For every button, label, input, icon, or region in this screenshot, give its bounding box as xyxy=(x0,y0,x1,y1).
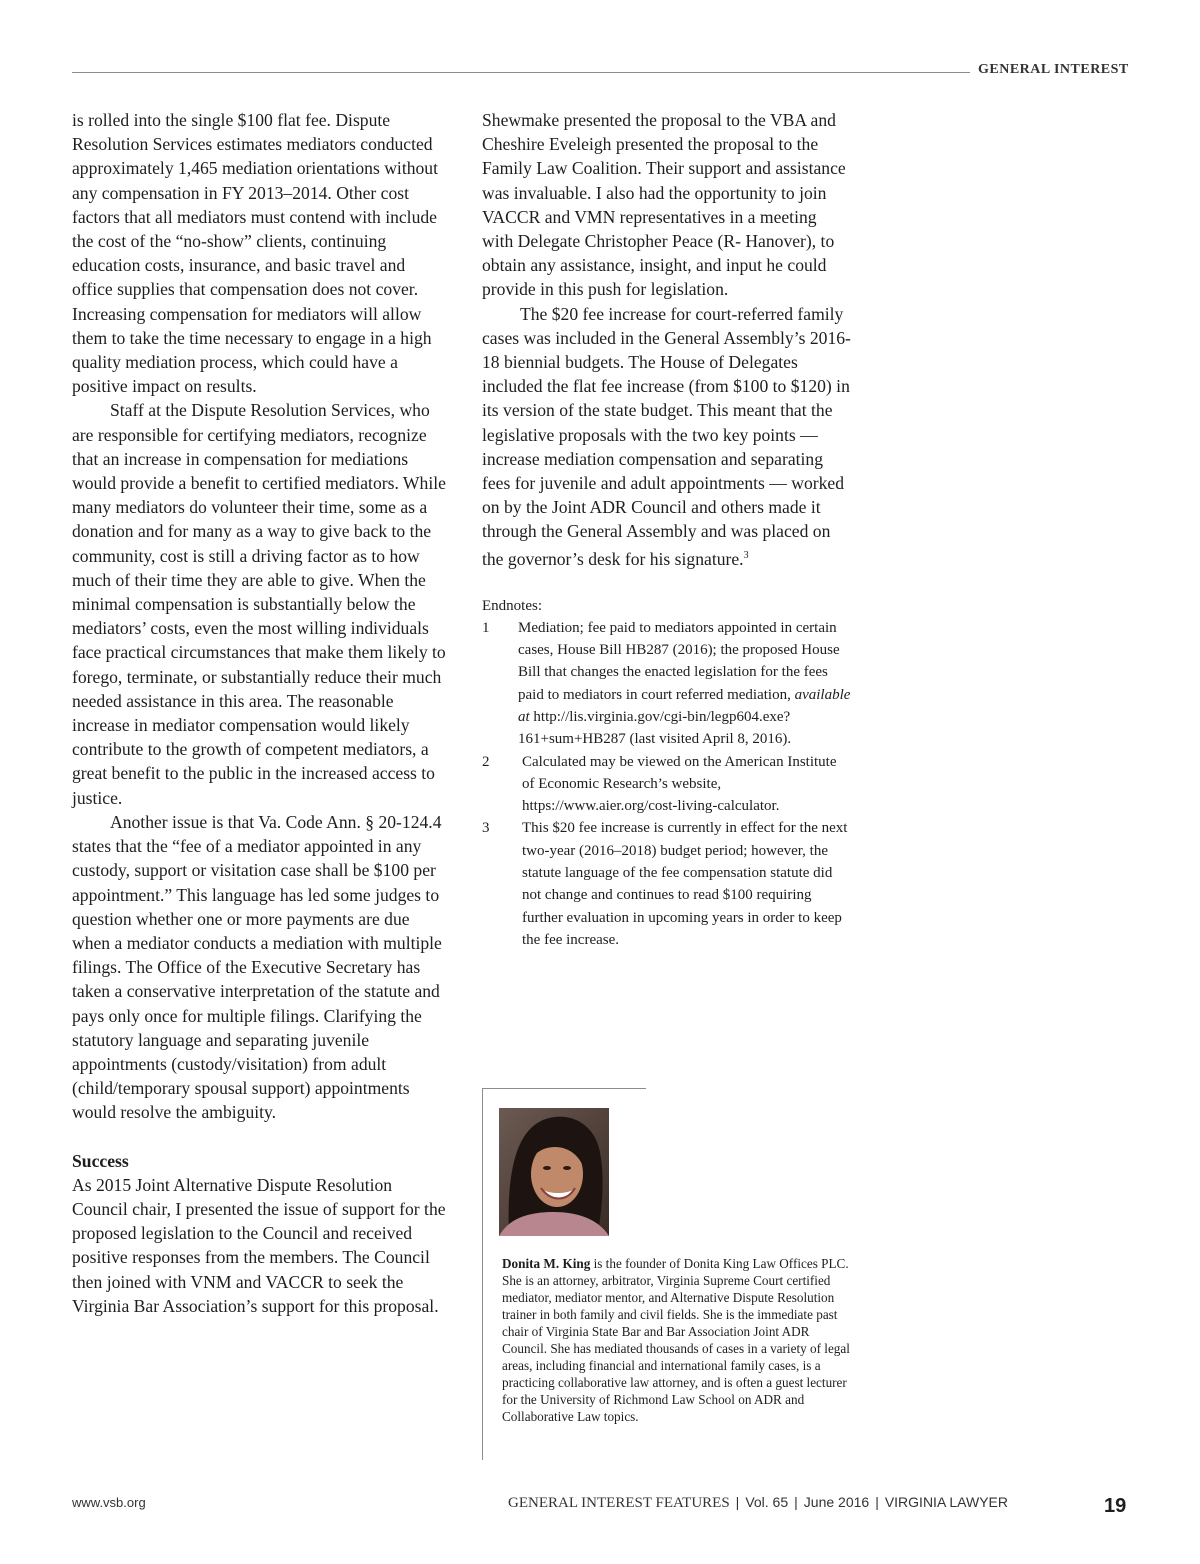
author-bio xyxy=(502,1255,852,1425)
footer-section: GENERAL INTEREST FEATURES xyxy=(508,1495,730,1511)
endnote-number: 3 xyxy=(482,820,490,837)
left-paragraph-3: Another issue is that Va. Code Ann. § 20-124.4 states that the “fee of a mediator appointed in any custody, support or visitation case shall be $100 per appointment.” This language has led some judges to question whether one or more payments are due when a mediator conducts a mediation with multiple filings. The Office of the Executive Secretary has taken a conservative interpretation of the statute and pays only once for multiple filings. Clarifying the statutory language and separating juvenile appointments (custody/visitation) from adult (child/temporary spousal support) appointments would resolve the ambiguity. xyxy=(72,811,442,1123)
endnote-2 xyxy=(482,751,852,818)
header-rule xyxy=(72,72,970,73)
section-label: GENERAL INTEREST xyxy=(978,62,1129,77)
endnote-text xyxy=(518,617,852,751)
author-name: Donita M. King xyxy=(502,1256,591,1271)
page-number: 19 xyxy=(1104,1495,1127,1517)
endnote-1 xyxy=(482,617,852,751)
section-heading-success: Success xyxy=(72,1150,129,1171)
bio-box-rule-left xyxy=(482,1088,483,1460)
footer-url[interactable]: www.vsb.org xyxy=(72,1495,146,1510)
author-portrait-image xyxy=(499,1108,609,1236)
endnote-text-part: Mediation; fee paid to mediators appointed in certain cases, House Bill HB287 (2016); the proposed House Bill that changes the enacted legislation for the fees paid to mediators in court referred mediation, xyxy=(518,619,840,703)
endnote-number: 2 xyxy=(482,753,490,770)
endnote-3 xyxy=(482,817,852,951)
left-column xyxy=(72,108,448,1318)
author-photo xyxy=(499,1108,609,1236)
footer-separator: | xyxy=(875,1494,879,1510)
left-paragraph-1: is rolled into the single $100 flat fee. Dispute Resolution Services estimates mediators conducted approximately 1,465 mediation orientations without any compensation in FY 2013–2014. Other cost factors that all mediators must contend with include the cost of the “no-show” clients, continuing education costs, insurance, and basic travel and office supplies that compensation does not cover. Increasing compensation for mediators will allow them to take the time necessary to engage in a high quality mediation process, which could have a positive impact on results. xyxy=(72,110,438,397)
endnotes-title: Endnotes: xyxy=(482,597,542,614)
endnote-number: 1 xyxy=(482,619,490,636)
endnote-text-part: http://lis.virginia.gov/cgi-bin/legp604.exe?161+sum+HB287 (last visited April 8, 2016). xyxy=(518,708,792,748)
right-paragraph-1: Shewmake presented the proposal to the VBA and Cheshire Eveleigh presented the proposal to the Family Law Coalition. Their support and assistance was invaluable. I also had the opportunity to join VACCR and VMN representatives in a meeting with Delegate Christopher Peace (R- Hanover), to obtain any assistance, insight, and input he could provide in this push for legislation. xyxy=(482,110,846,300)
endnote-text: This $20 fee increase is currently in effect for the next two-year (2016–2018) budget period; however, the statute language of the fee compensation statute did not change and continues to read $100 requiring further evaluation in upcoming years in order to keep the fee increase. xyxy=(522,820,848,948)
right-column xyxy=(482,108,852,951)
footer-separator: | xyxy=(794,1494,798,1510)
footer-publication-info xyxy=(508,1494,1008,1512)
right-paragraph-2-text: The $20 fee increase for court-referred family cases was included in the General Assembly’s 2016-18 biennial budgets. The House of Delegates included the flat fee increase (from $100 to $120) in its version of the state budget. This meant that the legislative proposals with the two key points — increase mediation compensation and separating fees for juvenile and adult appointments — worked on by the Joint ADR Council and others made it through the General Assembly and was placed on the governor’s desk for his signature. xyxy=(482,303,851,569)
footer-date: June 2016 xyxy=(803,1494,870,1510)
footer-volume: Vol. 65 xyxy=(745,1494,789,1510)
endnote-text: Calculated may be viewed on the American Institute of Economic Research’s website, https://www.aier.org/cost-living-calculator. xyxy=(522,753,837,815)
footer-separator: | xyxy=(735,1494,740,1510)
bio-box-rule-top xyxy=(482,1088,646,1089)
endnote-italic: available at xyxy=(518,686,851,725)
right-paragraph-2 xyxy=(482,302,852,571)
left-paragraph-4: As 2015 Joint Alternative Dispute Resolution Council chair, I presented the issue of support for the proposed legislation to the Council and received positive responses from the members. The Council then joined with VNM and VACCR to seek the Virginia Bar Association’s support for this proposal. xyxy=(72,1174,446,1316)
left-paragraph-2: Staff at the Dispute Resolution Services, who are responsible for certifying mediators, recognize that an increase in compensation for mediations would provide a benefit to certified mediators. While many mediators do volunteer their time, some as a donation and for many as a way to give back to the community, cost is still a driving factor as to how much of their time they are able to give. When the minimal compensation is substantially below the mediators’ costs, even the most willing individuals face practical circumstances that make them likely to forego, terminate, or substantially reduce their much needed assistance in this area. The reasonable increase in mediator compensation would likely contribute to the growth of competent mediators, a great benefit to the public in the increased access to justice. xyxy=(72,400,446,808)
footer-publication: VIRGINIA LAWYER xyxy=(884,1494,1009,1510)
endnote-ref-3: 3 xyxy=(743,549,749,561)
author-bio-text: is the founder of Donita King Law Offices PLC. She is an attorney, arbitrator, Virginia Supreme Court certified mediator, mediator mentor, and Alternative Dispute Resolution trainer in both family and civil fields. She is the immediate past chair of Virginia State Bar and Bar Association Joint ADR Council. She has mediated thousands of cases in a variety of legal areas, including financial and international family cases, is a practicing collaborative law attorney, and is often a guest lecturer for the University of Richmond Law School on ADR and Collaborative Law topics. xyxy=(502,1256,850,1424)
